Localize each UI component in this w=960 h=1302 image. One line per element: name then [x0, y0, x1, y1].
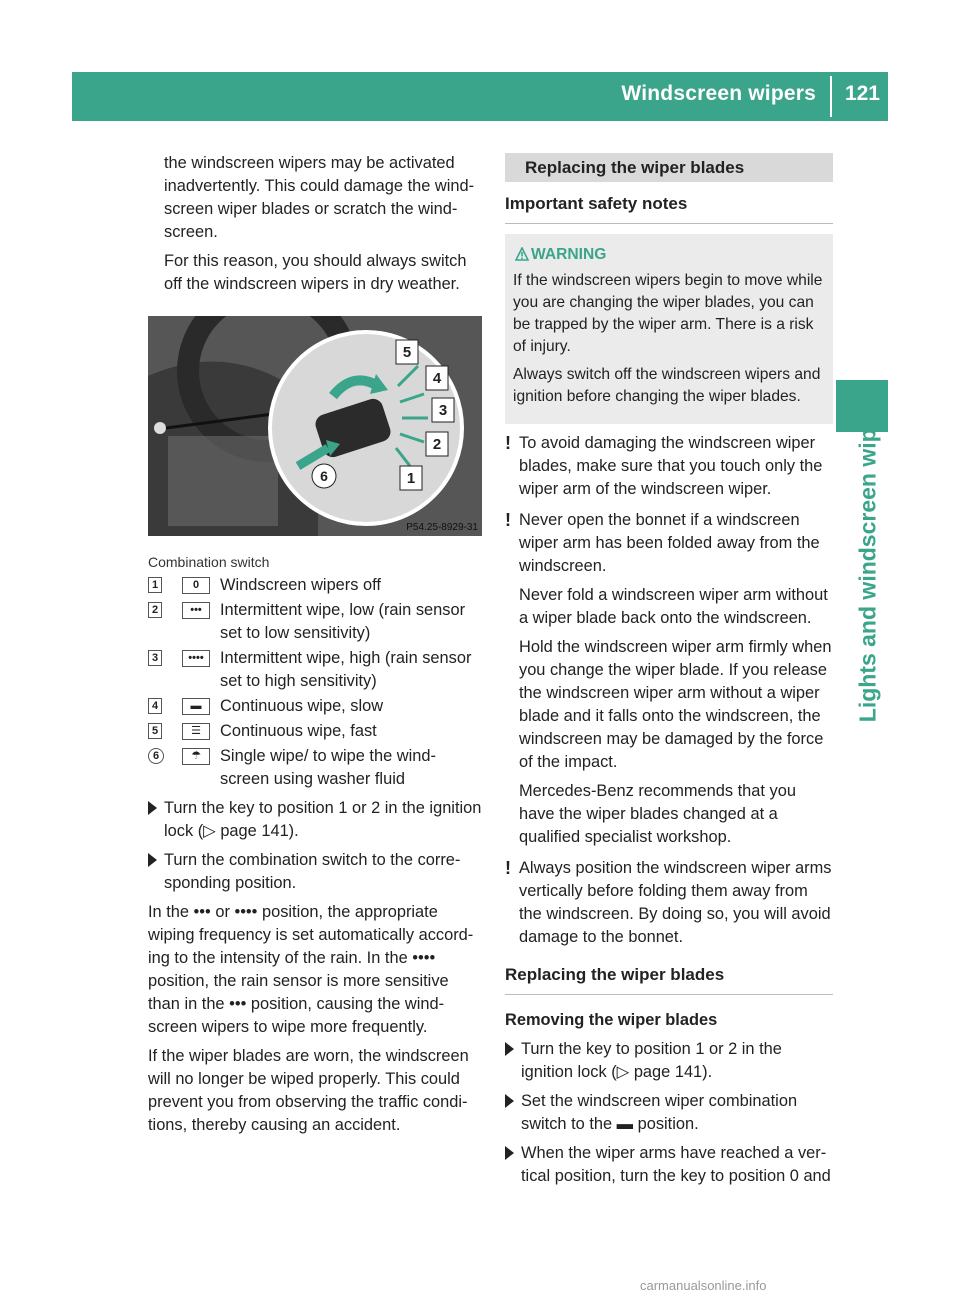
- photo-label-5: 5: [402, 344, 412, 361]
- legend-number: 1: [148, 577, 162, 593]
- photo-illustration: [148, 316, 482, 536]
- warning-title: [513, 244, 825, 266]
- removing-heading: Removing the wiper blades: [505, 1011, 718, 1029]
- photo-label-2: 2: [432, 436, 442, 453]
- photo-label-3: 3: [438, 402, 448, 419]
- exclamation-icon: !: [505, 510, 511, 530]
- chapter-label: [848, 393, 888, 723]
- continuous-fast-icon: ☰: [182, 723, 210, 740]
- watermark: carmanualsonline.info: [640, 1278, 767, 1293]
- step-text: Turn the key to position 1 or 2 in the ignition lock (▷ page 141).: [164, 799, 482, 840]
- legend-item-2: [148, 599, 482, 645]
- step-item: [148, 797, 482, 843]
- intermittent-high-icon: ••••: [182, 650, 210, 667]
- warning-label: WARNING: [531, 246, 607, 263]
- note-item: [505, 509, 833, 849]
- safety-notes-heading: Important safety notes: [505, 192, 833, 224]
- legend-number: 3: [148, 650, 162, 666]
- step-text: Turn the key to position 1 or 2 in the ignition lock (▷ page 141).: [521, 1040, 782, 1081]
- header-divider: [830, 76, 832, 117]
- right-column: [505, 153, 833, 1188]
- exclamation-icon: !: [505, 858, 511, 878]
- legend-number: 6: [148, 748, 164, 764]
- photo-label-6: 6: [320, 468, 328, 484]
- section-title: Windscreen wipers: [621, 82, 816, 105]
- step-item: [505, 1090, 833, 1136]
- legend-text: Windscreen wipers off: [220, 576, 381, 594]
- note-text: Mercedes-Benz recommends that you have the wiper blades changed at a qualified specialist workshop.: [519, 782, 796, 846]
- step-arrow-icon: [505, 1146, 514, 1160]
- intermittent-low-icon: •••: [182, 602, 210, 619]
- note-text: Hold the windscreen wiper arm firmly when you change the wiper blade. If you release the windscreen wiper arm without a wiper blade and it falls onto the windscreen, the windscreen may be damaged by the force of the impact.: [519, 638, 832, 771]
- legend-number: 2: [148, 602, 162, 618]
- legend-item-6: [148, 745, 482, 791]
- legend-item-3: [148, 647, 482, 693]
- legend-text: Single wipe/ to wipe the wind-screen using washer fluid: [220, 747, 436, 788]
- warning-triangle-icon: [515, 247, 529, 261]
- note-item: [505, 857, 833, 949]
- legend-text: Continuous wipe, slow: [220, 697, 384, 715]
- step-text: Set the windscreen wiper combination switch to the ▬ position.: [521, 1092, 798, 1133]
- rain-sensor-paragraph: In the ••• or •••• position, the appropriate wiping frequency is set automatically accord-ing to the intensity of the rain. In the •••• position, the rain sensor is more sensitive than in the ••• position, causing the wind-screen wipers to wipe more frequently.: [148, 903, 474, 1036]
- warning-text-1: If the windscreen wipers begin to move while you are changing the wiper blades, you can be trapped by the wiper arm. There is a risk of injury.: [513, 272, 823, 355]
- step-arrow-icon: [148, 853, 157, 867]
- continuous-slow-icon: ▬: [182, 698, 210, 715]
- legend-number: 5: [148, 723, 162, 739]
- legend-text: Intermittent wipe, low (rain sensor set to low sensitivity): [220, 601, 466, 642]
- note-text: Always position the windscreen wiper arms vertically before folding them away from the windscreen. By doing so, you will avoid damage to the bonnet.: [519, 859, 832, 946]
- worn-blades-paragraph: If the wiper blades are worn, the windscreen will no longer be wiped properly. This could prevent you from observing the traffic condi-tions, thereby causing an accident.: [148, 1047, 469, 1134]
- step-text: Turn the combination switch to the corre-sponding position.: [164, 851, 461, 892]
- warning-box: [505, 234, 833, 424]
- step-arrow-icon: [505, 1042, 514, 1056]
- note-text: To avoid damaging the windscreen wiper blades, make sure that you touch only the wiper arm of the windscreen wiper.: [519, 434, 823, 498]
- section-heading: Replacing the wiper blades: [505, 153, 833, 182]
- header-bar: [72, 72, 888, 121]
- step-item: [505, 1038, 833, 1084]
- legend-item-1: [148, 574, 482, 597]
- replacing-heading: Replacing the wiper blades: [505, 963, 833, 995]
- left-column: [148, 152, 482, 1137]
- intro-paragraph-2: For this reason, you should always switch off the windscreen wipers in dry weather.: [164, 252, 467, 293]
- photo-code: P54.25-8929-31: [406, 522, 478, 533]
- exclamation-icon: !: [505, 433, 511, 453]
- chapter-label-text: Lights and windscreen wipers: [854, 393, 881, 723]
- page-number: 121: [844, 82, 880, 105]
- single-wipe-icon: ☂: [182, 748, 210, 765]
- legend-text: Intermittent wipe, high (rain sensor set to high sensitivity): [220, 649, 472, 690]
- step-item: [148, 849, 482, 895]
- combination-switch-photo: [148, 316, 482, 536]
- step-arrow-icon: [505, 1094, 514, 1108]
- step-arrow-icon: [148, 801, 157, 815]
- photo-label-4: 4: [432, 370, 442, 387]
- step-text: When the wiper arms have reached a ver-tical position, turn the key to position 0 and: [521, 1144, 831, 1185]
- warning-text-2: Always switch off the windscreen wipers and ignition before changing the wiper blades.: [513, 366, 821, 405]
- note-text: Never fold a windscreen wiper arm without a wiper blade back onto the windscreen.: [519, 586, 828, 627]
- step-item: [505, 1142, 833, 1188]
- photo-caption: Combination switch: [148, 554, 270, 570]
- legend-item-5: [148, 720, 482, 743]
- legend-item-4: [148, 695, 482, 718]
- note-item: [505, 432, 833, 501]
- wiper-off-icon: 0: [182, 577, 210, 594]
- note-text: Never open the bonnet if a windscreen wiper arm has been folded away from the windscreen.: [519, 511, 820, 575]
- legend-number: 4: [148, 698, 162, 714]
- photo-label-1: 1: [406, 470, 416, 487]
- intro-paragraph-1: the windscreen wipers may be activated inadvertently. This could damage the wind-screen wiper blades or scratch the wind-screen.: [164, 154, 475, 241]
- legend-text: Continuous wipe, fast: [220, 722, 377, 740]
